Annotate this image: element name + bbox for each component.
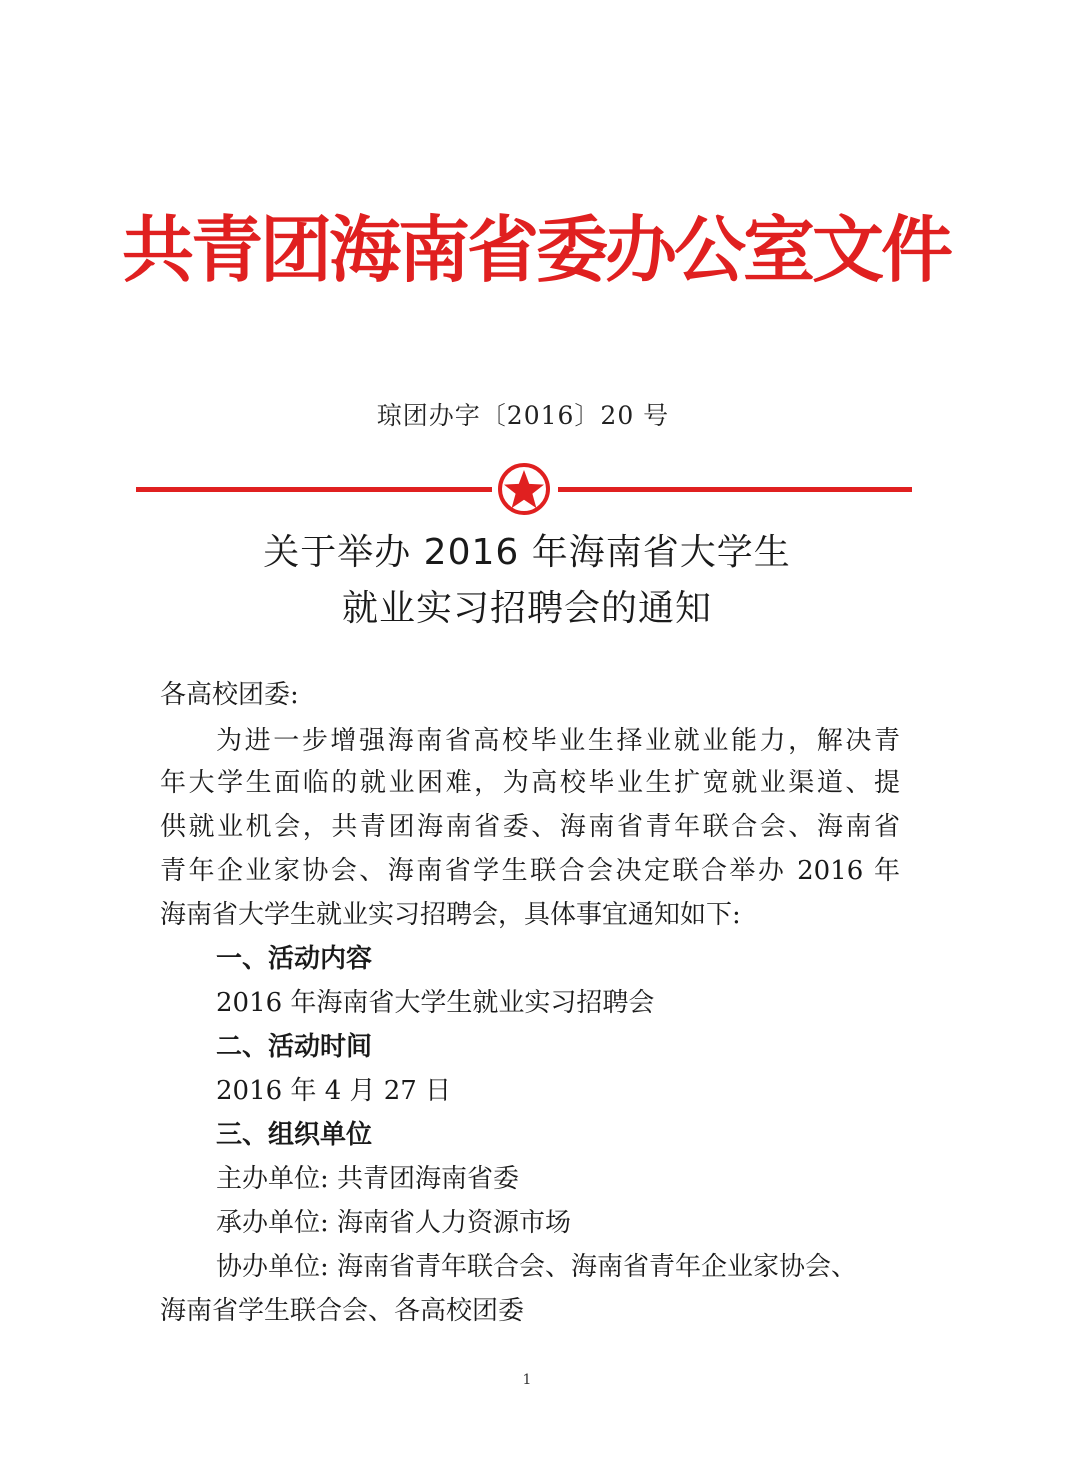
red-star-icon (493, 462, 555, 516)
salutation: 各高校团委: (160, 680, 299, 710)
intro-text: 为进一步增强海南省高校毕业生择业就业能力，解决青 (216, 726, 900, 756)
intro-line-3 (160, 812, 900, 842)
notice-title-line-2: 就业实习招聘会的通知 (341, 588, 712, 629)
intro-text: 年大学生面临的就业困难，为高校毕业生扩宽就业渠道、提 (160, 768, 900, 798)
intro-line-1 (216, 726, 900, 756)
masthead-title: 共青团海南省委办公室文件 (121, 208, 950, 292)
section-text-content: 2016 年海南省大学生就业实习招聘会 (216, 988, 655, 1018)
co-organizer-unit-line-1: 协办单位: 海南省青年联合会、海南省青年企业家协会、 (216, 1252, 858, 1282)
section-heading-content: 一、活动内容 (216, 944, 373, 974)
section-heading-organizers: 三、组织单位 (216, 1120, 373, 1150)
intro-line-2 (160, 768, 900, 798)
intro-text: 青年企业家协会、海南省学生联合会决定联合举办 2016 年 (160, 856, 900, 886)
notice-title-line-1: 关于举办 2016 年海南省大学生 (263, 532, 791, 573)
section-heading-time: 二、活动时间 (216, 1032, 373, 1062)
red-rule-left (136, 487, 492, 492)
red-rule-right (558, 487, 912, 492)
section-text-time: 2016 年 4 月 27 日 (216, 1076, 452, 1106)
intro-line-4 (160, 856, 900, 886)
intro-line-5: 海南省大学生就业实习招聘会，具体事宜通知如下: (160, 900, 741, 930)
page-number: 1 (522, 1372, 532, 1388)
co-organizer-unit-line-2: 海南省学生联合会、各高校团委 (160, 1296, 525, 1326)
host-unit: 主办单位: 共青团海南省委 (216, 1164, 520, 1194)
intro-text: 供就业机会，共青团海南省委、海南省青年联合会、海南省 (160, 812, 900, 842)
organizer-unit: 承办单位: 海南省人力资源市场 (216, 1208, 572, 1238)
document-number: 琼团办字〔2016〕20 号 (376, 401, 670, 430)
